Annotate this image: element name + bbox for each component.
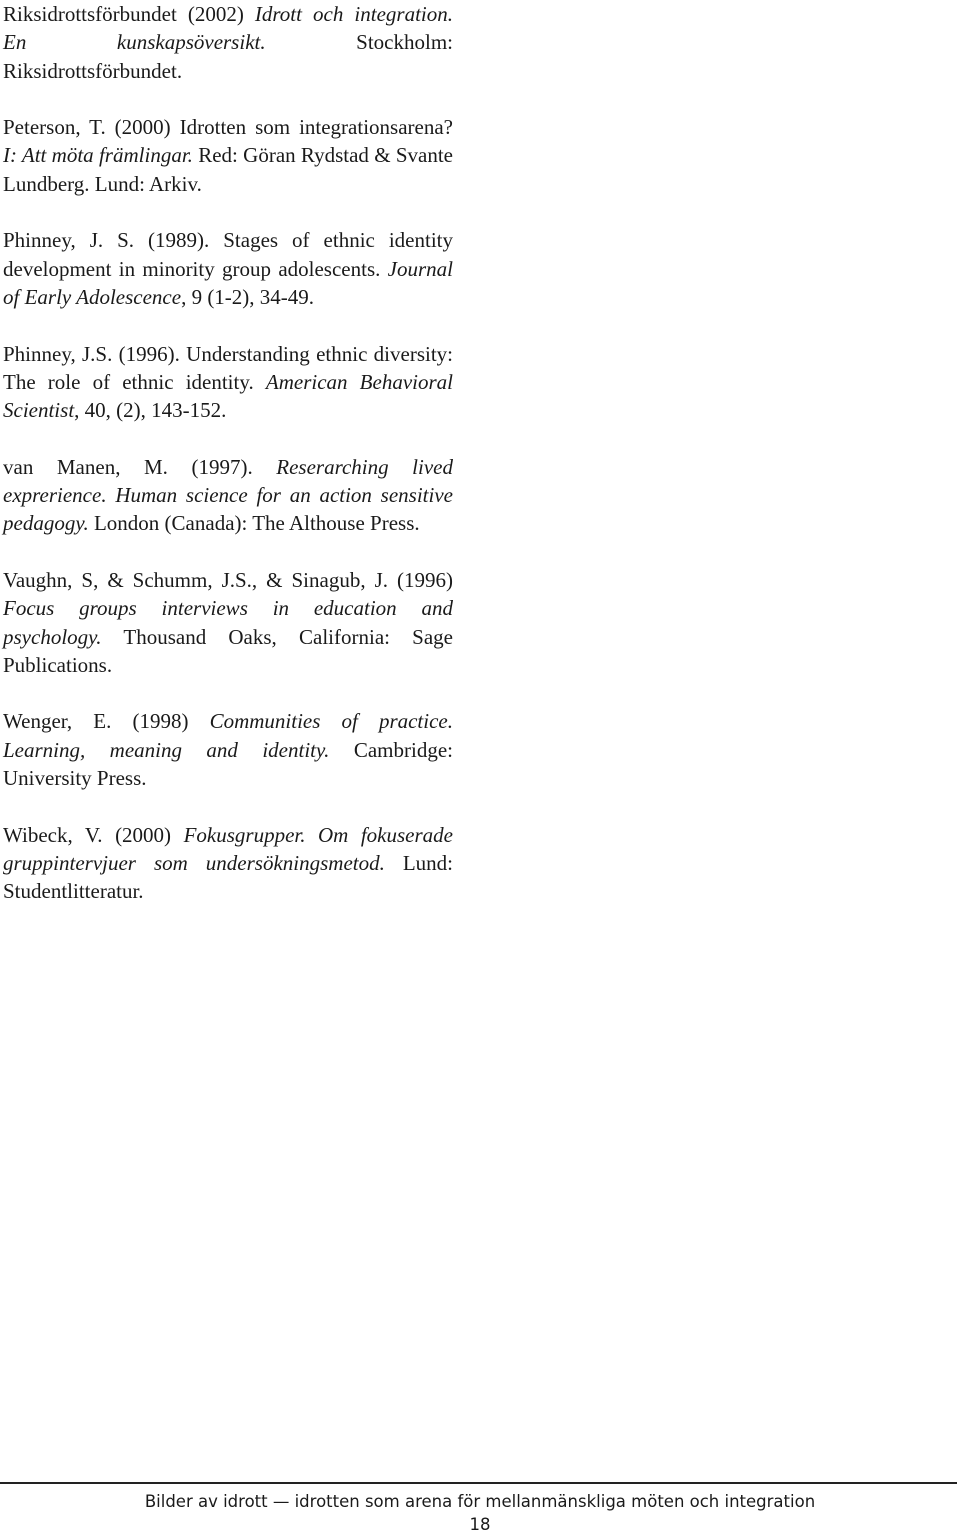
reference-text: Thousand Oaks, California: Sage Publications. [3,624,453,677]
reference-text: Red: Göran Rydstad & Svante Lundberg. Lund: Arkiv. [3,143,454,196]
reference-text: Stockholm: Riksidrottsförbundet. [3,30,454,83]
reference-text: Cambridge: University Press. [3,737,453,791]
reference-title-italic: American Behavioral Scientist [3,369,453,423]
reference-text: Lund: Studentlitteratur. [3,850,453,904]
reference-entry [3,707,453,792]
reference-text: Wibeck, V. (2000) [3,822,184,847]
reference-entry [3,821,453,906]
reference-title-italic: Fokusgrupper. Om fokuserade gruppintervjuer som undersökningsmetod. [3,822,453,875]
reference-title-italic: Journal of Early Adolescence [3,256,453,309]
reference-title-italic: I: Att möta främlingar. [3,143,193,168]
reference-text: Phinney, J.S. (1996). Understanding ethnic diversity: The role of ethnic identity. [3,341,453,394]
reference-entry [3,453,453,538]
reference-text: Vaughn, S, & Schumm, J.S., & Sinagub, J. (1996) [3,567,453,592]
reference-title-italic: Focus groups interviews in education and psychology. [3,596,453,649]
reference-entry [3,113,453,198]
reference-entry [3,340,453,425]
reference-title-italic: Idrott och integration. En kunskapsöversikt. [3,2,453,55]
reference-entry [3,0,453,85]
reference-text: , 9 (1-2), 34-49. [181,284,315,309]
page-number: 18 [469,1515,491,1534]
reference-entry [3,226,453,311]
footer-title: Bilder av idrott — idrotten som arena för mellanmänskliga möten och integration [144,1492,816,1511]
reference-title-italic: Communities of practice. Learning, meaning and identity. [3,709,453,762]
reference-entry [3,566,453,679]
reference-text: Phinney, J. S. (1989). Stages of ethnic identity development in minority group adolescents. [3,228,453,281]
reference-text: Peterson, T. (2000) Idrotten som integrationsarena? [3,115,453,140]
reference-text: London (Canada): The Althouse Press. [88,511,420,536]
reference-text: Wenger, E. (1998) [3,709,210,734]
reference-text: , 40, (2), 143-152. [74,398,227,423]
reference-text: Riksidrottsförbundet (2002) [3,2,255,26]
reference-list [3,0,453,934]
footer-divider [0,1482,957,1484]
reference-title-italic: Reserarching lived exprerience. Human science for an action sensitive pedagogy. [3,454,453,536]
reference-text: van Manen, M. (1997). [3,454,277,479]
